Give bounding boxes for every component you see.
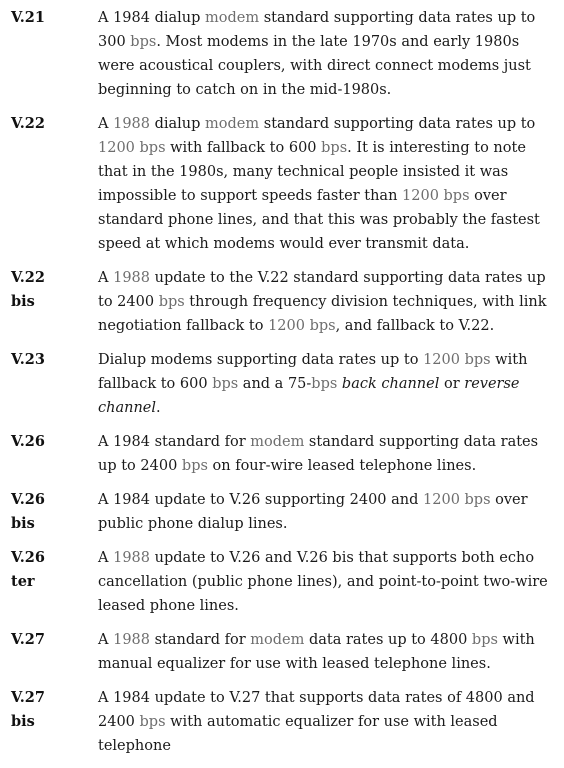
emphasized-term: reverse channel bbox=[98, 376, 520, 416]
glossary-entry bbox=[11, 488, 556, 536]
definition-text: A bbox=[98, 550, 114, 566]
glossary-link[interactable]: 1200 bps bbox=[423, 352, 491, 368]
glossary-link[interactable]: 1200 bps bbox=[268, 318, 336, 334]
glossary-link[interactable]: 1988 bbox=[113, 550, 150, 566]
glossary-entry bbox=[11, 628, 556, 676]
definition-text: over public phone dialup lines. bbox=[98, 492, 528, 532]
glossary-link[interactable]: modem bbox=[250, 434, 305, 450]
glossary-link[interactable]: modem bbox=[205, 116, 260, 132]
glossary-link[interactable]: bps bbox=[311, 376, 338, 392]
glossary-link[interactable]: 1200 bps bbox=[402, 188, 470, 204]
glossary-entry bbox=[11, 112, 556, 256]
glossary-entry bbox=[11, 686, 556, 758]
definition-text: . Most modems in the late 1970s and early 1980s were acoustical couplers, with direct connect modems just beginning to catch on in the mid-1980s. bbox=[98, 34, 531, 98]
emphasized-term: back channel bbox=[341, 376, 440, 392]
definition-text: update to the V.22 standard supporting data rates up to 2400 bbox=[98, 270, 546, 310]
glossary-entry bbox=[11, 546, 556, 618]
glossary-definition bbox=[98, 266, 556, 338]
glossary-link[interactable]: 1200 bps bbox=[98, 140, 166, 156]
glossary-link[interactable]: bps bbox=[139, 714, 166, 730]
glossary-entry bbox=[11, 348, 556, 420]
definition-text: . It is interesting to note that in the 1980s, many technical people insisted it was impossible to support speeds faster than bbox=[98, 140, 526, 204]
definition-text: with fallback to 600 bbox=[98, 352, 528, 392]
glossary-link[interactable]: 1988 bbox=[113, 270, 150, 286]
definition-text: on four-wire leased telephone lines. bbox=[207, 458, 477, 474]
definition-text: standard supporting data rates up to bbox=[259, 116, 536, 132]
glossary-term: V.26 ter bbox=[11, 549, 45, 590]
glossary-link[interactable]: bps bbox=[212, 376, 239, 392]
glossary-entry bbox=[11, 266, 556, 338]
definition-text: A bbox=[98, 632, 114, 648]
glossary-link[interactable]: bps bbox=[471, 632, 498, 648]
definition-text: standard supporting data rates up to 2400 bbox=[98, 434, 539, 474]
glossary-definition bbox=[98, 686, 556, 758]
definition-text: , and fallback to V.22. bbox=[335, 318, 495, 334]
definition-text: standard supporting data rates up to 300 bbox=[98, 10, 536, 50]
glossary-definition bbox=[98, 6, 556, 102]
glossary-list bbox=[11, 6, 556, 768]
glossary-definition bbox=[98, 112, 556, 256]
glossary-term: V.27 bbox=[11, 631, 45, 648]
definition-text: dialup bbox=[150, 116, 206, 132]
definition-text: A 1984 dialup bbox=[98, 10, 206, 26]
glossary-entry bbox=[11, 6, 556, 102]
definition-text: A 1984 standard for bbox=[98, 434, 251, 450]
definition-text: through frequency division techniques, with link negotiation fallback to bbox=[98, 294, 547, 334]
glossary-term: V.26 bbox=[11, 433, 45, 450]
glossary-link[interactable]: modem bbox=[250, 632, 305, 648]
glossary-link[interactable]: bps bbox=[321, 140, 348, 156]
glossary-term: V.22 bbox=[11, 115, 45, 132]
glossary-term: V.23 bbox=[11, 351, 45, 368]
glossary-term: V.22 bis bbox=[11, 269, 45, 310]
definition-text: with fallback to 600 bbox=[165, 140, 322, 156]
glossary-entry bbox=[11, 430, 556, 478]
definition-text: A 1984 update to V.26 supporting 2400 and bbox=[98, 492, 424, 508]
definition-text: A bbox=[98, 270, 114, 286]
definition-text: update to V.26 and V.26 bis that supports both echo cancellation (public phone lines), and point-to-point two-wire leased phone lines. bbox=[98, 550, 548, 614]
definition-text: or bbox=[439, 376, 465, 392]
definition-text: A bbox=[98, 116, 114, 132]
definition-text: . bbox=[156, 400, 161, 416]
definition-text: and a 75- bbox=[238, 376, 312, 392]
glossary-term: V.21 bbox=[11, 9, 45, 26]
glossary-link[interactable]: 1988 bbox=[113, 116, 150, 132]
definition-text: with automatic equalizer for use with leased telephone bbox=[98, 714, 498, 754]
glossary-definition bbox=[98, 546, 556, 618]
definition-text: Dialup modems supporting data rates up to bbox=[98, 352, 424, 368]
definition-text: standard for bbox=[150, 632, 251, 648]
glossary-term: V.26 bis bbox=[11, 491, 45, 532]
glossary-link[interactable]: 1200 bps bbox=[423, 492, 491, 508]
definition-text: A 1984 update to V.27 that supports data rates of 4800 and 2400 bbox=[98, 690, 535, 730]
glossary-link[interactable]: modem bbox=[205, 10, 260, 26]
definition-text: with manual equalizer for use with leased telephone lines. bbox=[98, 632, 535, 672]
glossary-definition bbox=[98, 488, 556, 536]
glossary-link[interactable]: bps bbox=[130, 34, 157, 50]
glossary-term: V.27 bis bbox=[11, 689, 45, 730]
glossary-link[interactable]: 1988 bbox=[113, 632, 150, 648]
glossary-definition bbox=[98, 628, 556, 676]
glossary-link[interactable]: bps bbox=[181, 458, 208, 474]
definition-text: data rates up to 4800 bbox=[304, 632, 472, 648]
glossary-definition bbox=[98, 348, 556, 420]
glossary-link[interactable]: bps bbox=[158, 294, 185, 310]
glossary-definition bbox=[98, 430, 556, 478]
definition-text: over standard phone lines, and that this was probably the fastest speed at which modems would ever transmit data. bbox=[98, 188, 540, 252]
